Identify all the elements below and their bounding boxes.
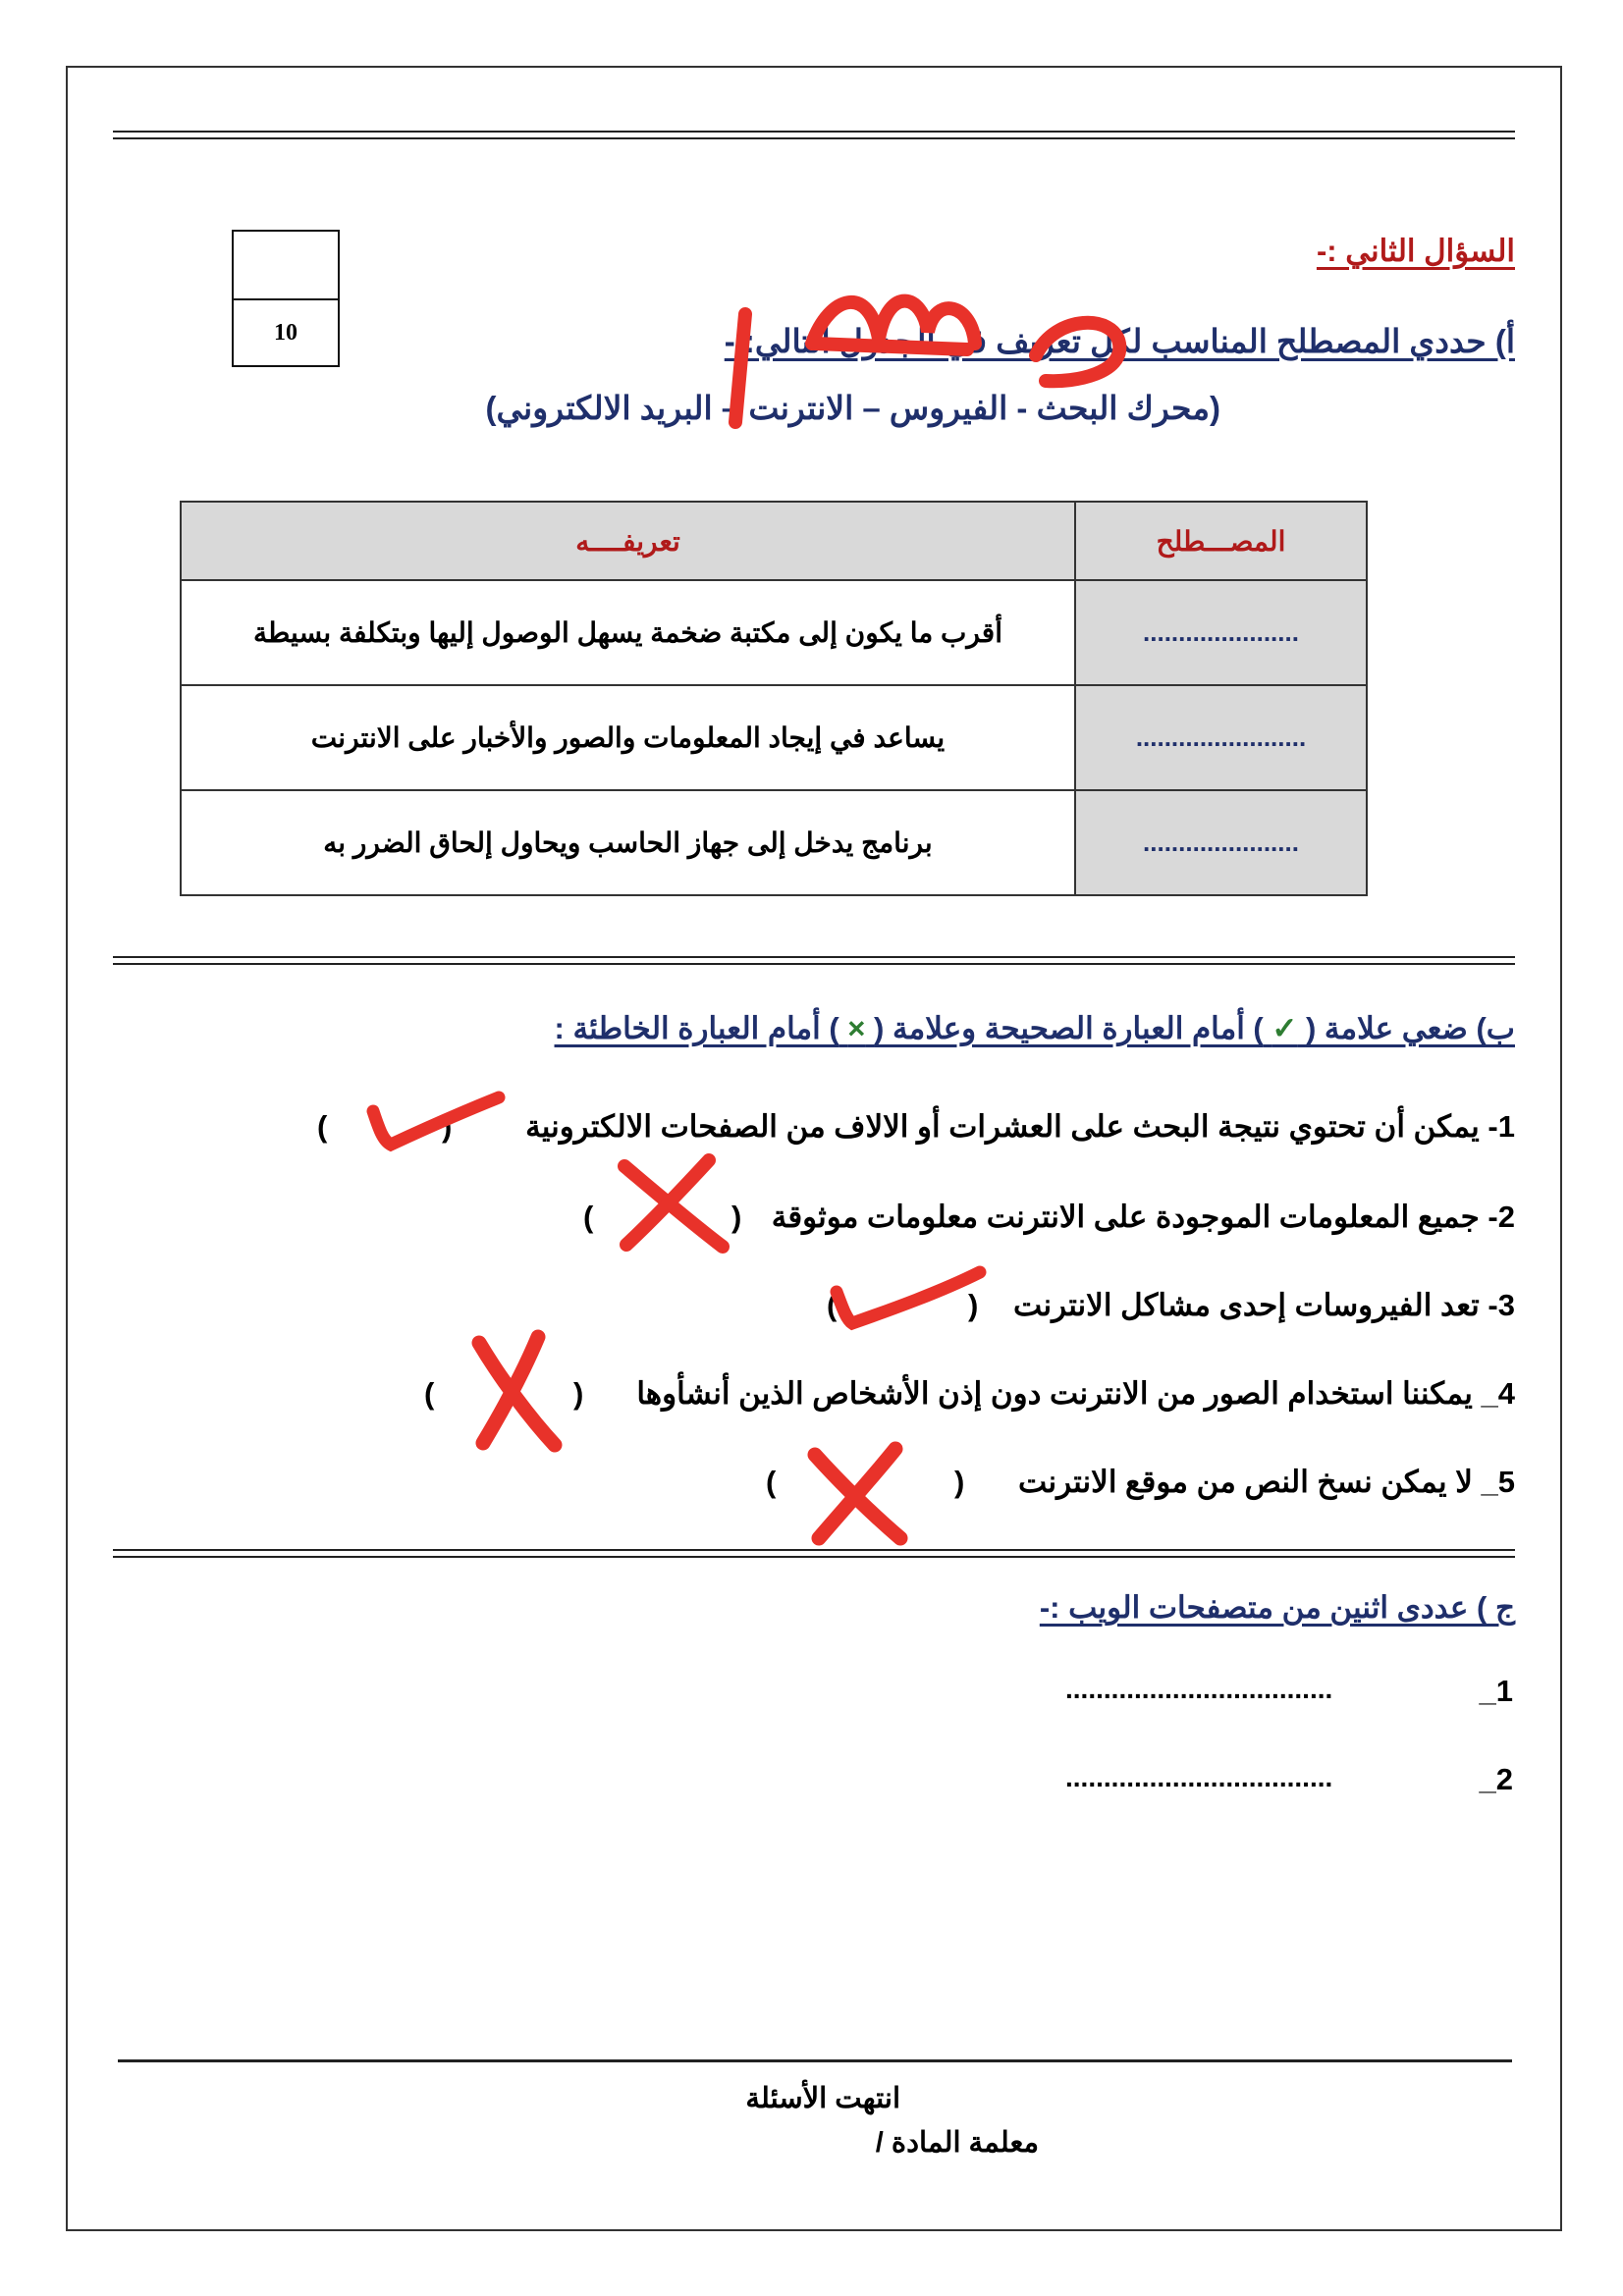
terms-table bbox=[180, 501, 1368, 896]
cross-mark-5 bbox=[797, 1435, 915, 1548]
paren-open-2: ( bbox=[731, 1200, 742, 1234]
section-rule-1b bbox=[113, 963, 1515, 965]
term-blank-2[interactable]: ........................ bbox=[1075, 685, 1367, 790]
table-row bbox=[181, 685, 1367, 790]
check-mark-1 bbox=[361, 1080, 509, 1158]
section-rule-1 bbox=[113, 956, 1515, 958]
word-bank: (محرك البحث - الفيروس – الانترنت – البريد الالكتروني) bbox=[485, 390, 1220, 426]
paren-open-1: ( bbox=[442, 1109, 453, 1144]
statement-2: 2- جميع المعلومات الموجودة على الانترنت معلومات موثوقة bbox=[771, 1200, 1515, 1234]
table-header-row bbox=[181, 502, 1367, 580]
paren-close-4: ) bbox=[424, 1376, 435, 1411]
browser-number-1: 1_ bbox=[1479, 1674, 1513, 1708]
footer-rule bbox=[118, 2059, 1512, 2062]
part-a-instruction: أ) حددي المصطلح المناسب لكل تعريف في الجدول التالي: - bbox=[724, 323, 1515, 359]
paren-close-5: ) bbox=[766, 1465, 777, 1499]
cross-mark-2 bbox=[607, 1148, 734, 1256]
statement-1: 1- يمكن أن تحتوي نتيجة البحث على العشرات أو الالاف من الصفحات الالكترونية bbox=[525, 1109, 1515, 1144]
section-rule-2 bbox=[113, 1549, 1515, 1551]
header-definition: تعريفــــه bbox=[181, 502, 1075, 580]
cross-symbol: × bbox=[847, 1011, 866, 1045]
section-rule-2b bbox=[113, 1556, 1515, 1558]
definition-2: يساعد في إيجاد المعلومات والصور والأخبار على الانترنت bbox=[181, 685, 1075, 790]
part-b-instruction: ب) ضعي علامة ( ✓ ) أمام العبارة الصحيحة وعلامة ( × ) أمام العبارة الخاطئة : bbox=[554, 1011, 1515, 1045]
handwritten-grade-mark bbox=[722, 285, 1173, 442]
check-mark-3 bbox=[823, 1258, 990, 1337]
top-rule-2 bbox=[113, 137, 1515, 139]
browser-blank-2[interactable]: ................................... bbox=[1065, 1762, 1333, 1792]
statement-5: 5_ لا يمكن نسخ النص من موقع الانترنت bbox=[1018, 1465, 1515, 1499]
header-term: المصـــطلح bbox=[1075, 502, 1367, 580]
check-symbol: ✓ bbox=[1271, 1011, 1298, 1045]
end-of-questions: انتهت الأسئلة bbox=[745, 2083, 900, 2114]
teacher-signature-label: معلمة المادة / bbox=[875, 2127, 1039, 2159]
paren-close-3: ) bbox=[827, 1288, 838, 1322]
table-row bbox=[181, 790, 1367, 895]
definition-3: برنامج يدخل إلى جهاز الحاسب ويحاول إلحاق الضرر به bbox=[181, 790, 1075, 895]
browser-blank-1[interactable]: ................................... bbox=[1065, 1674, 1333, 1704]
score-total: 10 bbox=[274, 320, 298, 346]
top-rule bbox=[113, 131, 1515, 133]
paren-open-4: ( bbox=[573, 1376, 584, 1411]
part-c-instruction: ج ) عددى اثنين من متصفحات الويب :- bbox=[1039, 1590, 1515, 1625]
paren-close-2: ) bbox=[583, 1200, 594, 1234]
paren-close-1: ) bbox=[317, 1109, 328, 1144]
paren-open-5: ( bbox=[954, 1465, 965, 1499]
table-row bbox=[181, 580, 1367, 685]
paren-open-3: ( bbox=[968, 1288, 979, 1322]
score-box bbox=[232, 230, 340, 367]
question-title: السؤال الثاني :- bbox=[1316, 234, 1515, 268]
definition-1: أقرب ما يكون إلى مكتبة ضخمة يسهل الوصول إليها وبتكلفة بسيطة bbox=[181, 580, 1075, 685]
term-blank-3[interactable]: ...................... bbox=[1075, 790, 1367, 895]
term-blank-1[interactable]: ...................... bbox=[1075, 580, 1367, 685]
statement-4: 4_ يمكننا استخدام الصور من الانترنت دون إذن الأشخاص الذين أنشأوها bbox=[636, 1376, 1515, 1411]
cross-mark-4 bbox=[461, 1325, 569, 1453]
browser-number-2: 2_ bbox=[1479, 1762, 1513, 1796]
statement-3: 3- تعد الفيروسات إحدى مشاكل الانترنت bbox=[1013, 1288, 1515, 1322]
